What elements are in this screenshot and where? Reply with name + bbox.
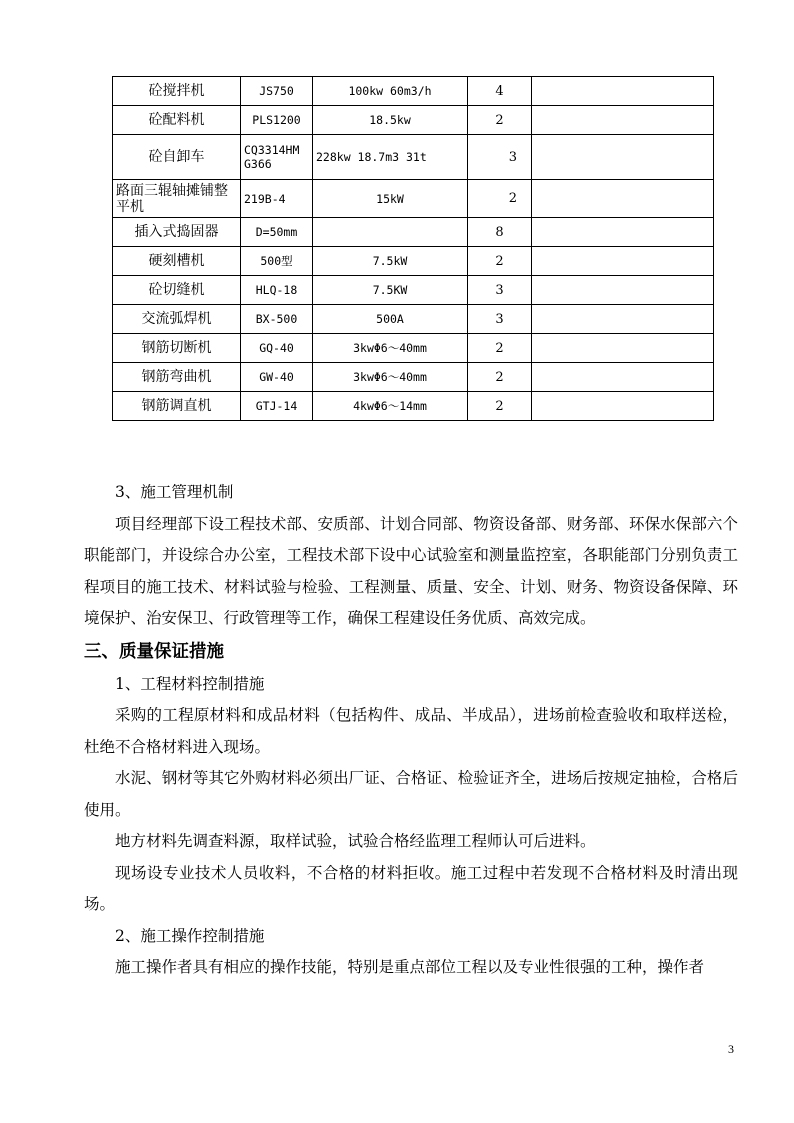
equipment-model: 219B-4: [241, 180, 313, 218]
table-row: [113, 392, 714, 421]
equipment-name: 砼自卸车: [113, 135, 241, 180]
section-heading-mgmt: 3、施工管理机制: [115, 483, 234, 501]
equipment-qty: 2: [468, 363, 532, 392]
equipment-qty: 2: [468, 106, 532, 135]
paragraph-materials-4: 现场设专业技术人员收料，不合格的材料拒收。施工过程中若发现不合格材料及时清出现场。: [84, 863, 738, 913]
equipment-note: [532, 247, 714, 276]
table-row: [113, 106, 714, 135]
equipment-name: 砼配料机: [113, 106, 241, 135]
equipment-qty: 4: [468, 77, 532, 106]
equipment-model: GW-40: [241, 363, 313, 392]
equipment-model: 500型: [241, 247, 313, 276]
equipment-spec: 228kw 18.7m3 31t: [313, 135, 468, 180]
equipment-spec: 4kwΦ6～14mm: [313, 392, 468, 421]
equipment-name: 砼搅拌机: [113, 77, 241, 106]
paragraph-mgmt: 项目经理部下设工程技术部、安质部、计划合同部、物资设备部、财务部、环保水保部六个职能部门，并设综合办公室，工程技术部下设中心试验室和测量监控室，各职能部门分别负责工程项目的施工技术、材料试验与检验、工程测量、质量、安全、计划、财务、物资设备保障、环境保护、治安保卫、行政管理等工作，确保工程建设任务优质、高效完成。: [84, 514, 738, 627]
equipment-note: [532, 276, 714, 305]
equipment-spec: 500A: [313, 305, 468, 334]
equipment-spec: 7.5KW: [313, 276, 468, 305]
equipment-spec: 3kwΦ6～40mm: [313, 363, 468, 392]
equipment-note: [532, 305, 714, 334]
equipment-spec: 3kwΦ6～40mm: [313, 334, 468, 363]
equipment-name: 插入式捣固器: [113, 218, 241, 247]
equipment-qty: 3: [468, 305, 532, 334]
equipment-model: D=50mm: [241, 218, 313, 247]
equipment-model: BX-500: [241, 305, 313, 334]
equipment-qty: 3: [468, 135, 532, 180]
equipment-name: 路面三辊轴摊铺整平机: [113, 180, 241, 218]
equipment-qty: 2: [468, 247, 532, 276]
equipment-spec: [313, 218, 468, 247]
equipment-name: 交流弧焊机: [113, 305, 241, 334]
equipment-model: CQ3314HM G366: [241, 135, 313, 180]
equipment-name: 钢筋切断机: [113, 334, 241, 363]
table-row: [113, 77, 714, 106]
equipment-model: GTJ-14: [241, 392, 313, 421]
equipment-note: [532, 218, 714, 247]
equipment-qty: 2: [468, 392, 532, 421]
equipment-name: 硬刻槽机: [113, 247, 241, 276]
table-row: [113, 218, 714, 247]
paragraph-materials-1: 采购的工程原材料和成品材料（包括构件、成品、半成品），进场前检查验收和取样送检，杜绝不合格材料进入现场。: [84, 706, 738, 756]
equipment-qty: 8: [468, 218, 532, 247]
equipment-qty: 3: [468, 276, 532, 305]
table-row: [113, 305, 714, 334]
equipment-spec: 15kW: [313, 180, 468, 218]
equipment-name: 钢筋弯曲机: [113, 363, 241, 392]
equipment-model: PLS1200: [241, 106, 313, 135]
equipment-qty: 2: [468, 334, 532, 363]
table-row: [113, 247, 714, 276]
equipment-note: [532, 334, 714, 363]
equipment-model: JS750: [241, 77, 313, 106]
equipment-note: [532, 363, 714, 392]
equipment-note: [532, 180, 714, 218]
equipment-note: [532, 106, 714, 135]
paragraph-materials-2: 水泥、钢材等其它外购材料必须出厂证、合格证、检验证齐全，进场后按规定抽检，合格后使用。: [84, 769, 738, 819]
equipment-spec: 18.5kw: [313, 106, 468, 135]
equipment-note: [532, 135, 714, 180]
equipment-note: [532, 392, 714, 421]
body-text: [84, 477, 738, 984]
equipment-name: 钢筋调直机: [113, 392, 241, 421]
table-row: [113, 334, 714, 363]
equipment-table: [112, 76, 714, 421]
equipment-model: GQ-40: [241, 334, 313, 363]
equipment-qty: 2: [468, 180, 532, 218]
paragraph-materials-3: 地方材料先调查料源，取样试验，试验合格经监理工程师认可后进料。: [115, 832, 596, 850]
equipment-name: 砼切缝机: [113, 276, 241, 305]
page-number: 3: [728, 1042, 734, 1056]
subheading-materials: 1、工程材料控制措施: [115, 674, 265, 693]
equipment-spec: 100kw 60m3/h: [313, 77, 468, 106]
equipment-model: HLQ-18: [241, 276, 313, 305]
table-row: [113, 135, 714, 180]
subheading-operation: 2、施工操作控制措施: [115, 926, 265, 945]
paragraph-operation: 施工操作者具有相应的操作技能，特别是重点部位工程以及专业性很强的工种，操作者: [115, 958, 705, 976]
table-row: [113, 180, 714, 218]
table-row: [113, 363, 714, 392]
equipment-spec: 7.5kW: [313, 247, 468, 276]
section-heading-quality: 三、质量保证措施: [84, 641, 224, 662]
equipment-note: [532, 77, 714, 106]
table-row: [113, 276, 714, 305]
